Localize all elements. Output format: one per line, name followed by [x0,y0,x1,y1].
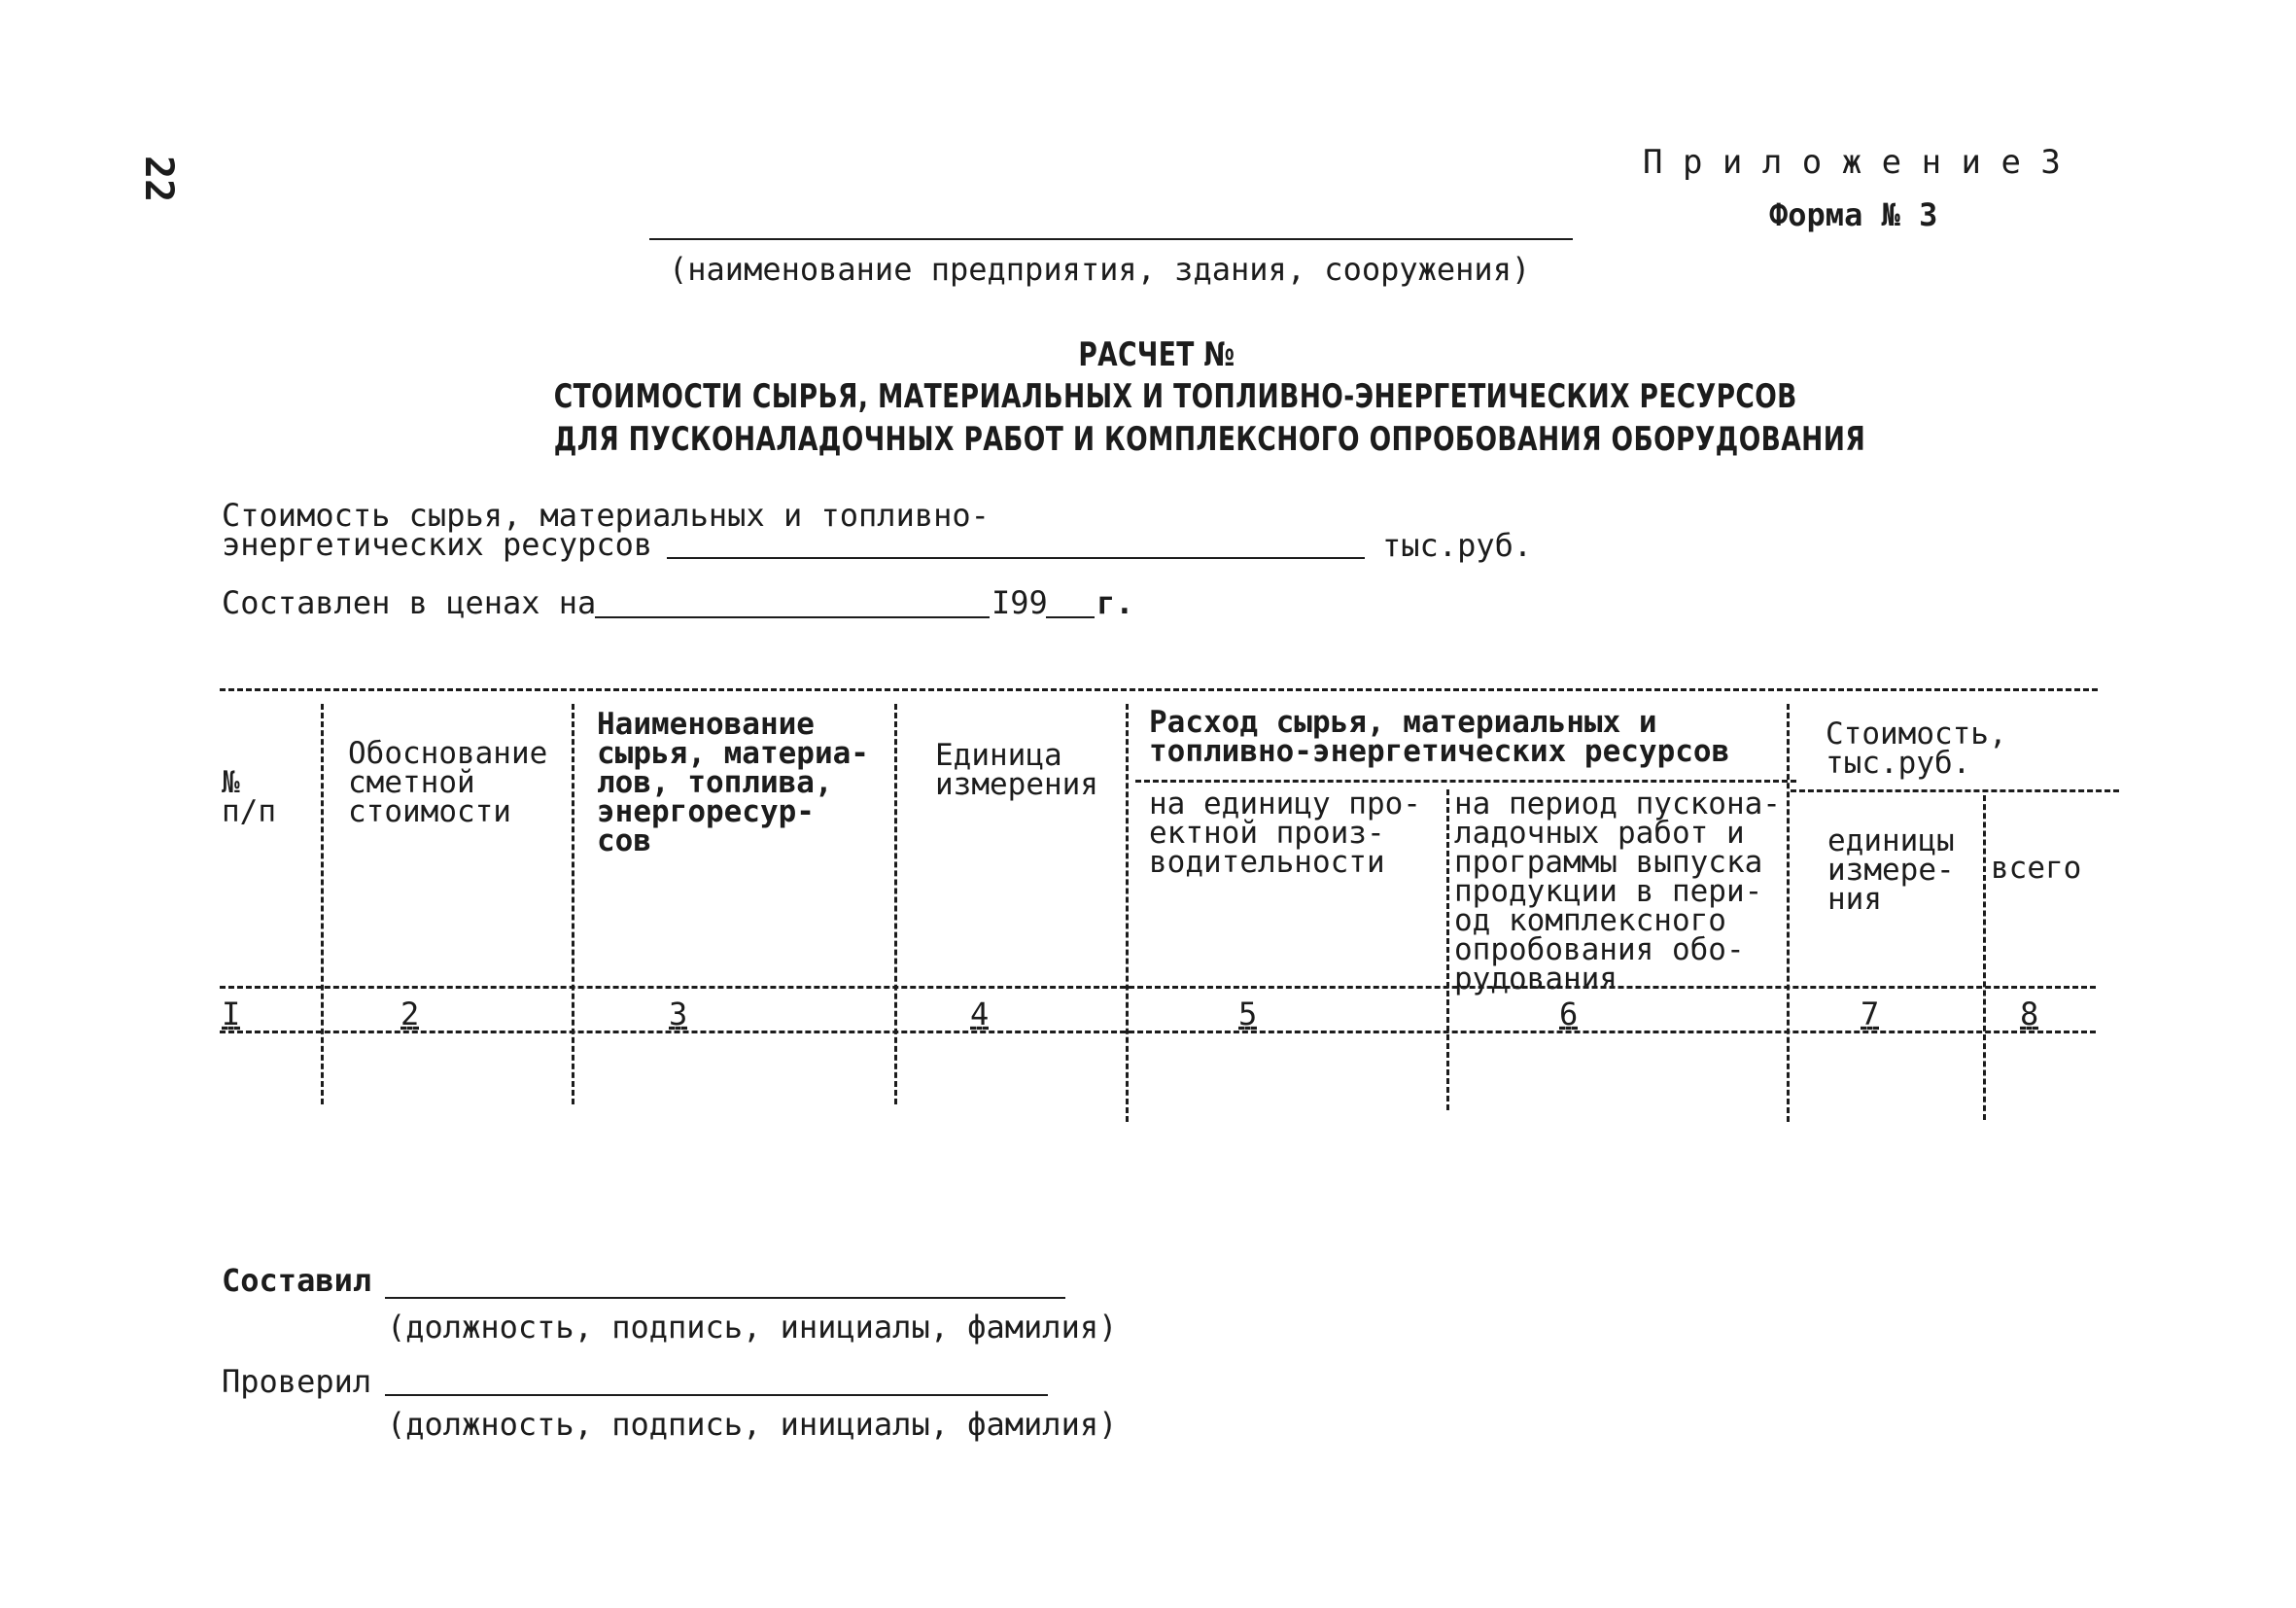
prices-year-line[interactable] [1046,616,1095,618]
col-divider-3 [894,704,897,1104]
col-divider-4 [1126,704,1129,1122]
column-number-6: 6 [1559,996,1579,1032]
column-number-7: 7 [1861,996,1880,1032]
form-number: Форма № 3 [1769,196,1938,233]
column-number-2: 2 [400,996,420,1032]
checked-label: Проверил [222,1363,372,1400]
column-number-3: 3 [669,996,688,1032]
header-cost-total: всего [1991,851,2082,886]
enterprise-caption: (наименование предприятия, здания, сооружения) [669,251,1531,288]
group-subheader-rule [1135,780,1796,783]
page-number: 22 [136,156,181,203]
compiled-caption: (должность, подпись, инициалы, фамилия) [387,1309,1118,1346]
cost-unit: тыс.руб. [1382,527,1533,564]
header-cost-group: Стоимость, тыс.руб. [1826,717,2007,781]
header-resource-name: Наименование сырья, материа- лов, топлива, энергоресур- сов [597,707,869,858]
header-unit: Единица измерения [935,738,1098,802]
column-number-4: 4 [970,996,990,1032]
title-line2: СТОИМОСТИ СЫРЬЯ, МАТЕРИАЛЬНЫХ И ТОПЛИВНО-ЭНЕРГЕТИЧЕСКИХ РЕСУРСОВ [553,377,1797,416]
col-divider-2 [572,704,574,1104]
prices-label: Составлен в ценах на [222,584,597,621]
title-line1: РАСЧЕТ № [1078,335,1235,374]
compiled-signature-line[interactable] [385,1297,1065,1299]
cost-label-line1: Стоимость сырья, материальных и топливно- [222,497,990,534]
appendix-label: П р и л о ж е н и е 3 [1643,143,2061,182]
prices-year-prefix: I99 [991,584,1048,621]
column-number-5: 5 [1238,996,1258,1032]
header-per-period: на период пускона- ладочных работ и программы выпуска продукции в пери- од комплексного опробования обо- рудования [1454,787,1781,996]
prices-year-suffix: г. [1096,584,1134,621]
header-row-number: № п/п [222,765,276,829]
cost-label-line2: энергетических ресурсов [222,526,653,563]
header-bottom-rule [220,986,2096,989]
checked-caption: (должность, подпись, инициалы, фамилия) [387,1406,1118,1443]
cost-subheader-rule [1791,789,2119,792]
cost-value-line[interactable] [667,557,1365,559]
checked-signature-line[interactable] [385,1394,1048,1396]
col-divider-1 [321,704,324,1104]
column-number-8: 8 [2020,996,2039,1032]
numbers-bottom-rule [220,1031,2096,1033]
compiled-label: Составил [222,1262,372,1299]
col-divider-7 [1983,795,1986,1120]
prices-date-line[interactable] [595,616,990,618]
column-number-1: I [222,996,241,1032]
header-cost-per-unit: единицы измере- ния [1827,823,1955,917]
header-justification: Обоснование сметной стоимости [348,736,548,829]
col-divider-5 [1446,789,1449,1110]
header-consumption-group: Расход сырья, материальных и топливно-энергетических ресурсов [1149,705,1730,769]
title-line3: ДЛЯ ПУСКОНАЛАДОЧНЫХ РАБОТ И КОМПЛЕКСНОГО ОПРОБОВАНИЯ ОБОРУДОВАНИЯ [553,420,1866,459]
table-top-rule [220,688,2098,691]
enterprise-name-line[interactable] [649,238,1573,240]
header-per-unit: на единицу про- ектной произ- водительности [1149,787,1421,880]
col-divider-6 [1787,704,1790,1122]
